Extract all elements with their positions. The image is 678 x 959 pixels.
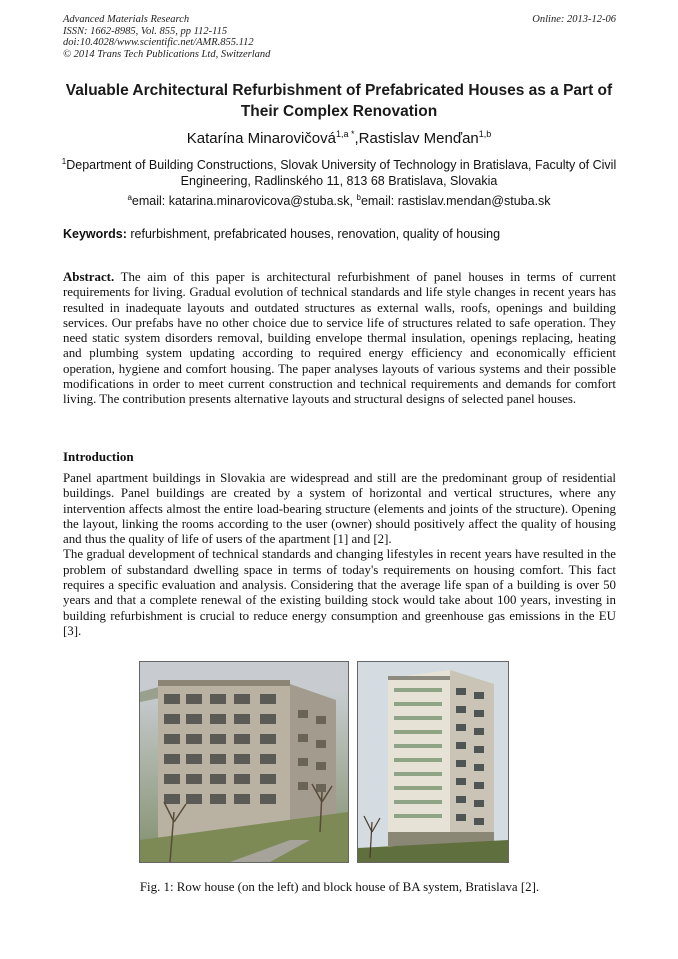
figure-row-house-photo [139, 661, 349, 863]
affiliation-text: Department of Building Constructions, Slovak University of Technology in Bratislava, Faculty of Civil Engineering, Radlinského 11, 813 68 Bratislava, Slovakia [66, 158, 617, 189]
keywords-text: refurbishment, prefabricated houses, renovation, quality of housing [126, 227, 501, 241]
affiliation [60, 154, 618, 189]
author-separator: , [354, 130, 359, 147]
online-date: Online: 2013-12-06 [532, 14, 616, 25]
email-a: email: katarina.minarovicova@stuba.sk, [131, 194, 357, 209]
figure-caption: Fig. 1: Row house (on the left) and block house of BA system, Bratislava [2]. [139, 880, 540, 894]
issn-line: ISSN: 1662-8985, Vol. 855, pp 112-115 [63, 25, 228, 37]
email-a-sup: a [127, 193, 132, 202]
intro-paragraph-1: Panel apartment buildings in Slovakia are widespread and still are the predominant group of residential buildings. Panel buildings are created by a system of horizontal and vertical structures, where any intervention affects almost the entire load-bearing structure (elements and joints of the structure). Opening the layout, linking the rooms according to the user (owner) should positively affect the quality of housing and thus the quality of life of users of the apartment [1] and [2]. [63, 471, 616, 547]
row-house-illustration [140, 662, 348, 862]
copyright-line: © 2014 Trans Tech Publications Ltd, Switzerland [63, 48, 271, 60]
abstract-text: The aim of this paper is architectural refurbishment of panel houses in terms of current requirements for living. Gradual evolution of technical standards and life style changes in recent years has resulted in inadequate layouts and outdated structures as external walls, roofs, openings and building services. Our prefabs have no other choice due to service life of structures related to safe operation. They need static system disorders removal, building envelope thermal insulation, openings replacing, heating and plumbing system updating according to required energy efficiency and economically efficient operation, hygiene and comfort housing. The paper analyses layouts of various systems and their possible modifications in order to meet current construction and technical requirements and demands for comfort living. The contribution presents alternative layouts and structural designs of selected panel houses. [63, 270, 616, 407]
keywords-label: Keywords: [63, 227, 127, 241]
journal-name: Advanced Materials Research [63, 14, 190, 25]
doi-line: doi:10.4028/www.scientific.net/AMR.855.112 [63, 37, 254, 48]
email-line [50, 190, 628, 209]
block-house-illustration [358, 662, 508, 862]
introduction-body [63, 471, 616, 639]
intro-paragraph-2: The gradual development of technical standards and changing lifestyles in recent years have resulted in the problem of substandard dwelling space in terms of today's requirements on housing comfort. This fact requires a specific evaluation and analysis. Considering that the average life span of a building is over 50 years and that a complete renewal of the existing building stock would take about 100 years, investing in building refurbishment is crucial to reduce energy consumption and greenhouse gas emissions in the EU [3]. [63, 547, 616, 638]
author-2-name: Rastislav Menďan [358, 130, 479, 147]
introduction-heading: Introduction [63, 449, 134, 464]
abstract-label: Abstract. [63, 270, 115, 284]
email-b-sup: b [356, 193, 361, 202]
running-header [63, 14, 616, 60]
author-2-sup: 1,b [478, 129, 492, 139]
keywords [63, 226, 616, 242]
author-1-name: Katarína Minarovičová [186, 130, 336, 147]
paper-title: Valuable Architectural Refurbishment of Prefabricated Houses as a Part of Their Complex Renovation [65, 82, 613, 120]
figure-block-house-photo [357, 661, 509, 863]
author-line [50, 124, 628, 149]
email-b: email: rastislav.mendan@stuba.sk [360, 194, 551, 209]
abstract [63, 270, 616, 408]
affiliation-sup: 1 [61, 157, 67, 166]
author-1-sup: 1,a * [335, 129, 355, 139]
